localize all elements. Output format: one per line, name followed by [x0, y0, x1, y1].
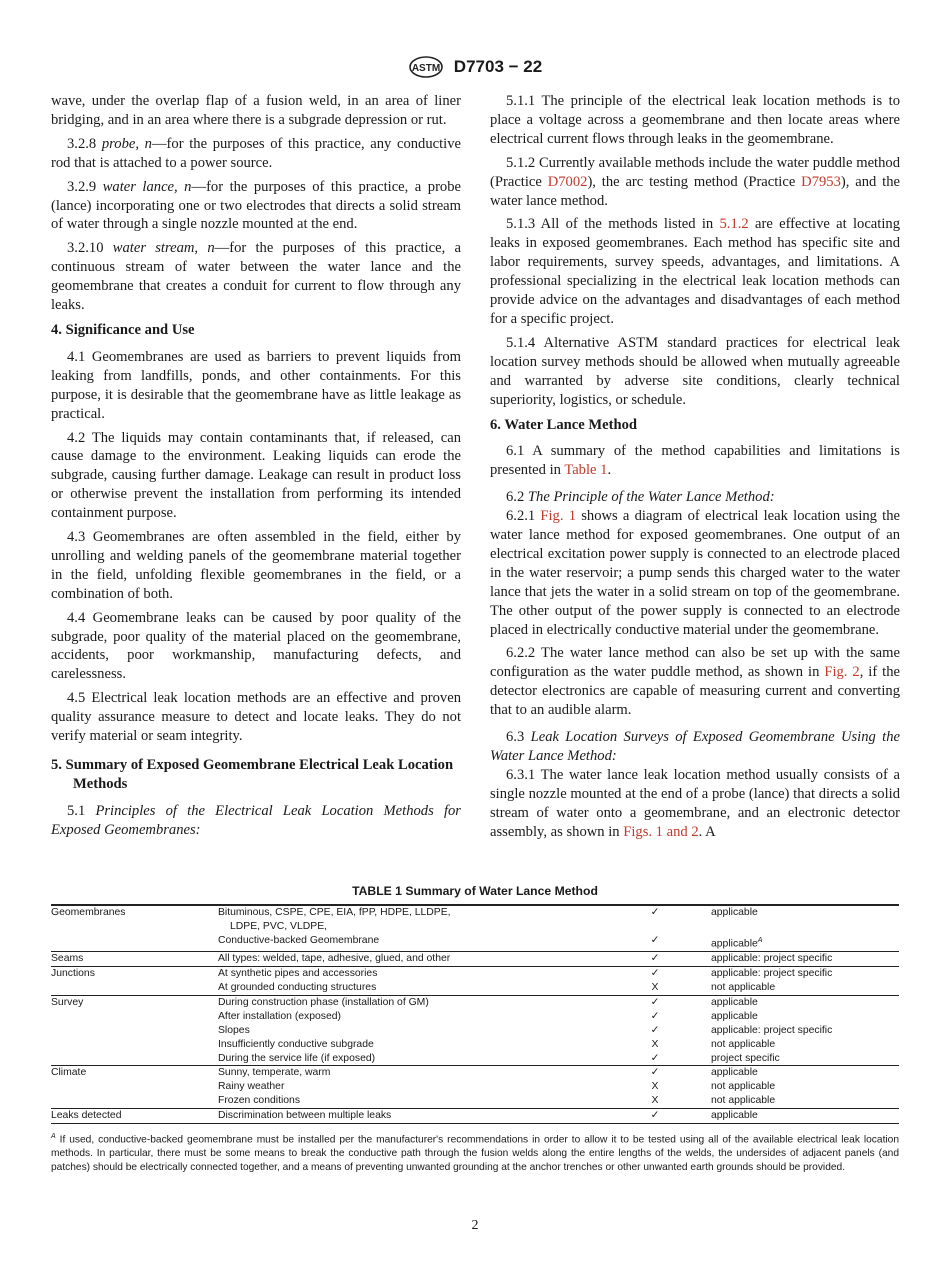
table-cell-category: Leaks detected — [51, 1109, 218, 1124]
paragraph-4-4: 4.4 Geomembrane leaks can be caused by poor quality of the subgrade, poor quality of the material placed on the geomembrane, accidents, poor workmanship, manufacturing defects, and carelessness. — [51, 609, 461, 683]
table-cell-item: Discrimination between multiple leaks — [218, 1109, 599, 1124]
table-row — [51, 981, 899, 995]
table-row — [51, 952, 899, 967]
cross-icon: X — [651, 982, 659, 993]
table-row — [51, 905, 899, 934]
table-row — [51, 1010, 899, 1024]
section-heading-6: 6. Water Lance Method — [490, 416, 638, 433]
table-1 — [51, 884, 899, 1175]
page-number: 2 — [471, 1218, 479, 1233]
paragraph-4-1: 4.1 Geomembranes are used as barriers to prevent liquids from leaking from landfills, ponds, and other containments. For this purpose, it is desirable that the geomembrane have as little leakage as practical. — [51, 348, 461, 422]
link-figs-1-and-2[interactable]: Figs. 1 and 2 — [623, 823, 699, 840]
paragraph-4-2: 4.2 The liquids may contain contaminants that, if released, can cause damage to the environment. Leaking liquids can erode the subgrade, causing further damage. Leakage can result in product loss or otherwise prevent the installation from performing its intended containment purpose. — [51, 429, 461, 522]
table-cell-category — [51, 1094, 218, 1108]
check-icon: ✓ — [599, 952, 711, 967]
table-row — [51, 934, 899, 952]
table-cell-item: During the service life (if exposed) — [218, 1052, 376, 1064]
link-section-5-1-2[interactable]: 5.1.2 — [719, 216, 749, 233]
table-cell-category — [51, 1080, 218, 1094]
document-designation: D7703 − 22 — [453, 57, 543, 76]
table-cell-status: applicable$^A$ — [711, 936, 763, 950]
page-header — [0, 56, 950, 78]
table-title: TABLE 1 Summary of Water Lance Method — [352, 884, 598, 898]
table-cell-category — [51, 1010, 218, 1024]
table-row — [51, 1052, 899, 1066]
paragraph-6-1: 6.1 A summary of the method capabilities and limitations is presented in Table 1. — [490, 443, 900, 479]
link-fig-1[interactable]: Fig. 1 — [540, 508, 577, 525]
check-icon: ✓ — [650, 1052, 660, 1064]
table-cell-status: not applicable — [711, 982, 776, 993]
table-cell-item: After installation (exposed) — [218, 1010, 342, 1022]
table-cell-category — [51, 1038, 218, 1052]
table-cell-item: Slopes — [218, 1024, 250, 1036]
table-cell-item: At synthetic pipes and accessories — [218, 967, 599, 981]
check-icon: ✓ — [599, 1066, 711, 1080]
table-row — [51, 1066, 899, 1080]
table-cell-status: applicable — [711, 1066, 899, 1080]
table-row — [51, 967, 899, 981]
table-row — [51, 1080, 899, 1094]
table-cell-item: At grounded conducting structures — [218, 982, 377, 993]
link-fig-2[interactable]: Fig. 2 — [824, 664, 860, 681]
table-cell-status: not applicable — [711, 1081, 776, 1093]
paragraph-3-2-10: 3.2.10 water stream, n—for the purposes of this practice, a continuous stream of water between the water lance and the geomembrane that creates a conduit for current to flow through any leaks. — [51, 240, 461, 314]
check-icon: ✓ — [599, 967, 711, 981]
table-cell-status: applicable — [711, 907, 758, 918]
table-cell-status: applicable — [711, 995, 899, 1009]
left-column — [51, 92, 461, 845]
table-cell-status: applicable: project specific — [711, 952, 899, 967]
summary-table — [51, 904, 899, 1124]
cross-icon: X — [651, 1081, 659, 1093]
table-cell-status: project specific — [711, 1052, 780, 1064]
paragraph-4-5: 4.5 Electrical leak location methods are an effective and proven quality assurance measure to detect and locate leaks. They do not verify material or seam integrity. — [51, 690, 461, 745]
paragraph-6-2-2: 6.2.2 The water lance method can also be set up with the same configuration as the water puddle method, as shown in Fig. 2, if the detector electronics are capable of measuring current and converting that to an audible alarm. — [490, 645, 900, 719]
table-cell-item: Rainy weather — [218, 1081, 285, 1093]
paragraph-6-3: 6.3 Leak Location Surveys of Exposed Geomembrane Using the Water Lance Method: — [490, 729, 900, 764]
table-cell-category: Geomembranes — [51, 907, 126, 918]
table-row — [51, 995, 899, 1009]
link-d7953[interactable]: D7953 — [801, 173, 841, 190]
paragraph-6-2-1: 6.2.1 Fig. 1 shows a diagram of electrical leak location using the water lance method for exposed geomembranes. One output of an electrical excitation power supply is connected to an electrode placed in the water reservoir; a pump sends this charged water to the water lance that jets the water in a solid stream on top of the geomembrane. The other output of the power supply is connected to an electrode placed in electrically conductive material under the geomembrane. — [490, 508, 900, 638]
table-cell-item: During construction phase (installation of GM) — [218, 995, 599, 1009]
paragraph-6-3-1: 6.3.1 The water lance leak location method usually consists of a single nozzle mounted at the end of a probe (lance) that directs a solid stream of water onto a geomembrane, and an electronic detector assembly, as shown in Figs. 1 and 2. A — [490, 766, 900, 840]
table-cell-item: Sunny, temperate, warm — [218, 1066, 599, 1080]
section-heading-4: 4. Significance and Use — [51, 321, 195, 338]
paragraph-continuation: wave, under the overlap flap of a fusion weld, in an area of liner bridging, and in an area where there is a subgrade depression or rut. — [51, 93, 461, 128]
check-icon: ✓ — [650, 907, 660, 918]
table-cell-category: Climate — [51, 1066, 218, 1080]
check-icon: ✓ — [650, 1024, 660, 1036]
astm-logo-icon — [408, 56, 444, 78]
paragraph-5-1-2: 5.1.2 Currently available methods include the water puddle method (Practice D7002), the arc testing method (Practice D7953), and the water lance method. — [490, 154, 900, 209]
table-cell-status: not applicable — [711, 1095, 776, 1107]
paragraph-5-1-1: 5.1.1 The principle of the electrical leak location methods is to place a voltage across a geomembrane and then locate areas where electrical current flows through leaks in the geomembrane. — [490, 93, 900, 147]
paragraph-4-3: 4.3 Geomembranes are often assembled in the field, either by unrolling and welding panels of the geomembrane material together in the field, unfolding flexible geomembranes in the field, or a combination of both. — [51, 529, 461, 602]
table-cell-category — [51, 934, 218, 952]
table-cell-item: Bituminous, CSPE, CPE, EIA, fPP, HDPE, LLDPE, LDPE, PVC, VLDPE, — [218, 907, 451, 932]
table-row — [51, 1038, 899, 1052]
table-cell-status: applicable — [711, 1010, 758, 1022]
table-cell-status: applicable — [711, 1109, 899, 1124]
check-icon: ✓ — [650, 934, 660, 946]
paragraph-3-2-8: 3.2.8 probe, n—for the purposes of this practice, any conductive rod that is attached to a power source. — [51, 135, 461, 171]
table-row — [51, 1109, 899, 1124]
paragraph-5-1: 5.1 Principles of the Electrical Leak Location Methods for Exposed Geomembranes: — [51, 802, 461, 838]
table-row — [51, 1094, 899, 1108]
cross-icon: X — [651, 1038, 659, 1050]
link-d7002[interactable]: D7002 — [547, 173, 588, 190]
check-icon: ✓ — [650, 1010, 660, 1022]
table-footnote: $^A$ If used, conductive-backed geomembrane must be installed per the manufacturer's recommendations in order to allow it to be tested using all of the available electrical leak location methods. In particular, there must be some means to break the conductive path through the fusion welds along the entire lengths of the welds, the undersides of adjacent panels (and patches) should be electrically connected together, and a means of preventing unwanted grounding at the anchor trenches or other unwanted earth grounds should be provided. — [51, 1133, 899, 1174]
table-cell-item: Insufficiently conductive subgrade — [218, 1038, 374, 1050]
table-cell-category — [51, 1052, 218, 1066]
table-cell-category — [51, 981, 218, 995]
table-cell-status: applicable: project specific — [711, 967, 899, 981]
paragraph-5-1-4: 5.1.4 Alternative ASTM standard practices for electrical leak location survey methods should be allowed when mutually agreeable and warranted by adverse site conditions, clearly technical superiority, logistics, or schedule. — [490, 334, 900, 408]
cross-icon: X — [651, 1095, 659, 1107]
table-cell-item: Frozen conditions — [218, 1095, 301, 1107]
right-column — [490, 92, 900, 847]
paragraph-3-2-9: 3.2.9 water lance, n—for the purposes of this practice, a probe (lance) incorporating one or two electrodes that directs a solid stream of water through a single nozzle mounted at the end. — [51, 178, 461, 233]
table-cell-category — [51, 1024, 218, 1038]
paragraph-5-1-3: 5.1.3 All of the methods listed in 5.1.2 are effective at locating leaks in exposed geomembranes. Each method has specific site and labor requirements, survey speeds, advantages, and limitations. A professional specializing in the electrical leak location methods can provide advice on the advantages and disadvantages of each method for a specific project. — [490, 216, 900, 327]
table-cell-item: Conductive-backed Geomembrane — [218, 934, 380, 946]
section-heading-5: 5. Summary of Exposed Geomembrane Electrical Leak Location Methods — [51, 757, 454, 792]
check-icon: ✓ — [599, 995, 711, 1009]
table-cell-status: not applicable — [711, 1038, 776, 1050]
table-cell-item: All types: welded, tape, adhesive, glued, and other — [218, 952, 599, 967]
link-table-1[interactable]: Table 1 — [564, 462, 608, 479]
table-row — [51, 1024, 899, 1038]
table-cell-status: applicable: project specific — [711, 1024, 833, 1036]
paragraph-6-2: 6.2 The Principle of the Water Lance Method: — [506, 489, 775, 506]
table-cell-category: Survey — [51, 995, 218, 1009]
check-icon: ✓ — [599, 1109, 711, 1124]
table-cell-category: Junctions — [51, 967, 218, 981]
table-cell-category: Seams — [51, 952, 218, 967]
astm-logo-text: ASTM — [411, 63, 440, 74]
